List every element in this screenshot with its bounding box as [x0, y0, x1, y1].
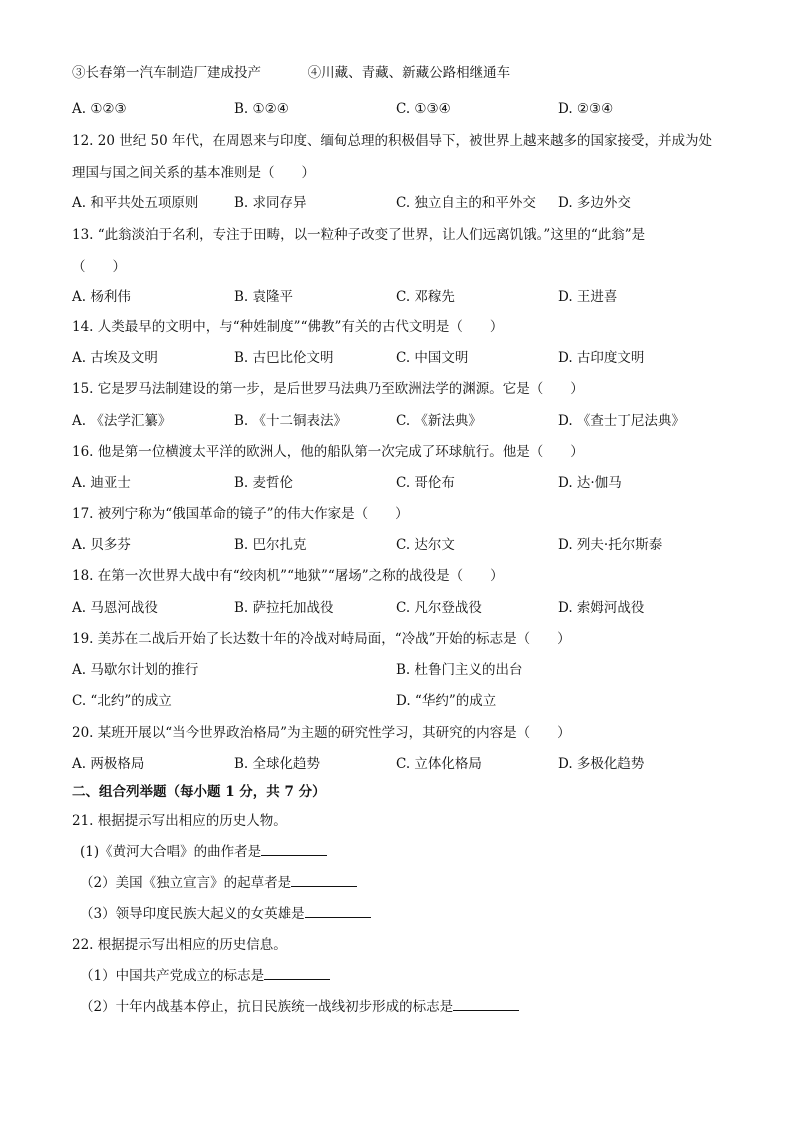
q15-option-a: A. 《法学汇纂》 — [72, 413, 172, 429]
q18-option-a: A. 马恩河战役 — [72, 600, 158, 616]
q21-item-3-text: （3）领导印度民族大起义的女英雄是 — [80, 906, 305, 922]
q21-item-1 — [80, 843, 327, 861]
q16-option-b: B. 麦哲伦 — [234, 475, 294, 491]
q17-stem: 17. 被列宁称为“俄国革命的镜子”的伟大作家是（ ） — [72, 506, 409, 522]
q21-item-3 — [80, 905, 371, 923]
q12-option-b: B. 求同存异 — [234, 195, 307, 211]
q19-option-c: C. “北约”的成立 — [72, 693, 172, 709]
q22-stem: 22. 根据提示写出相应的历史信息。 — [72, 937, 287, 953]
q14-option-c: C. 中国文明 — [396, 350, 469, 366]
q20-option-d: D. 多极化趋势 — [558, 756, 645, 772]
q22-item-1 — [80, 967, 330, 985]
answer-blank[interactable] — [261, 843, 327, 856]
q19-stem: 19. 美苏在二战后开始了长达数十年的冷战对峙局面，“冷战”开始的标志是（ ） — [72, 631, 571, 647]
q11-option-a: A. ①②③ — [72, 101, 127, 117]
q20-option-c: C. 立体化格局 — [396, 756, 482, 772]
q11-item4: ④川藏、青藏、新藏公路相继通车 — [307, 65, 511, 81]
q12-option-a: A. 和平共处五项原则 — [72, 195, 199, 211]
q13-option-a: A. 杨利伟 — [72, 289, 131, 305]
q21-stem: 21. 根据提示写出相应的历史人物。 — [72, 813, 287, 829]
q20-option-a: A. 两极格局 — [72, 756, 145, 772]
q22-item-2 — [80, 998, 519, 1016]
q18-option-d: D. 索姆河战役 — [558, 600, 645, 616]
q17-option-c: C. 达尔文 — [396, 537, 455, 553]
q12-stem-line2: 理国与国之间关系的基本准则是（ ） — [72, 165, 315, 181]
q21-item-2-text: （2）美国《独立宣言》的起草者是 — [80, 875, 292, 891]
q15-option-c: C. 《新法典》 — [396, 413, 482, 429]
q16-option-a: A. 迪亚士 — [72, 475, 131, 491]
q18-option-c: C. 凡尔登战役 — [396, 600, 482, 616]
q14-option-a: A. 古埃及文明 — [72, 350, 158, 366]
q18-stem: 18. 在第一次世界大战中有“绞肉机”“地狱”“屠场”之称的战役是（ ） — [72, 568, 504, 584]
q15-stem: 15. 它是罗马法制建设的第一步，是后世罗马法典乃至欧洲法学的渊源。它是（ ） — [72, 381, 584, 397]
q22-item-1-text: （1）中国共产党成立的标志是 — [80, 968, 265, 984]
q13-option-b: B. 袁隆平 — [234, 289, 294, 305]
q12-stem-line1: 12. 20 世纪 50 年代，在周恩来与印度、缅甸总理的积极倡导下，被世界上越来越多的国家接受，并成为处 — [72, 133, 712, 149]
q22-item-2-text: （2）十年内战基本停止，抗日民族统一战线初步形成的标志是 — [80, 999, 454, 1015]
q12-option-d: D. 多边外交 — [558, 195, 631, 211]
q14-option-d: D. 古印度文明 — [558, 350, 645, 366]
q14-stem: 14. 人类最早的文明中，与“种姓制度”“佛教”有关的古代文明是（ ） — [72, 319, 504, 335]
q13-stem-line2: （ ） — [72, 259, 126, 275]
q11-option-b: B. ①②④ — [234, 101, 289, 117]
answer-blank[interactable] — [453, 998, 519, 1011]
q13-stem-line1: 13. “此翁淡泊于名利，专注于田畴，以一粒种子改变了世界，让人们远离饥饿。”这里的“此翁”是 — [72, 227, 646, 243]
q17-option-d: D. 列夫·托尔斯泰 — [558, 537, 663, 553]
answer-blank[interactable] — [305, 905, 371, 918]
q16-stem: 16. 他是第一位横渡太平洋的欧洲人，他的船队第一次完成了环球航行。他是（ ） — [72, 444, 584, 460]
q13-option-c: C. 邓稼先 — [396, 289, 455, 305]
section-2-title: 二、组合列举题（每小题 1 分，共 7 分） — [72, 784, 326, 800]
q21-item-1-text: (1)《黄河大合唱》的曲作者是 — [80, 844, 262, 860]
q19-option-a: A. 马歇尔计划的推行 — [72, 662, 199, 678]
q15-option-d: D. 《查士丁尼法典》 — [558, 413, 685, 429]
q16-option-d: D. 达·伽马 — [558, 475, 622, 491]
q17-option-a: A. 贝多芬 — [72, 537, 131, 553]
q11-items — [72, 64, 510, 82]
answer-blank[interactable] — [264, 967, 330, 980]
q13-option-d: D. 王进喜 — [558, 289, 618, 305]
q19-option-d: D. “华约”的成立 — [396, 693, 497, 709]
q15-option-b: B. 《十二铜表法》 — [234, 413, 348, 429]
q17-option-b: B. 巴尔扎克 — [234, 537, 307, 553]
q20-option-b: B. 全球化趋势 — [234, 756, 321, 772]
q11-item3: ③长春第一汽车制造厂建成投产 — [72, 65, 261, 81]
q12-option-c: C. 独立自主的和平外交 — [396, 195, 536, 211]
answer-blank[interactable] — [291, 874, 357, 887]
q14-option-b: B. 古巴比伦文明 — [234, 350, 334, 366]
q21-item-2 — [80, 874, 357, 892]
q20-stem: 20. 某班开展以“当今世界政治格局”为主题的研究性学习，其研究的内容是（ ） — [72, 725, 571, 741]
q19-option-b: B. 杜鲁门主义的出台 — [396, 662, 523, 678]
q18-option-b: B. 萨拉托加战役 — [234, 600, 334, 616]
q11-option-c: C. ①③④ — [396, 101, 451, 117]
q11-option-d: D. ②③④ — [558, 101, 614, 117]
q16-option-c: C. 哥伦布 — [396, 475, 455, 491]
